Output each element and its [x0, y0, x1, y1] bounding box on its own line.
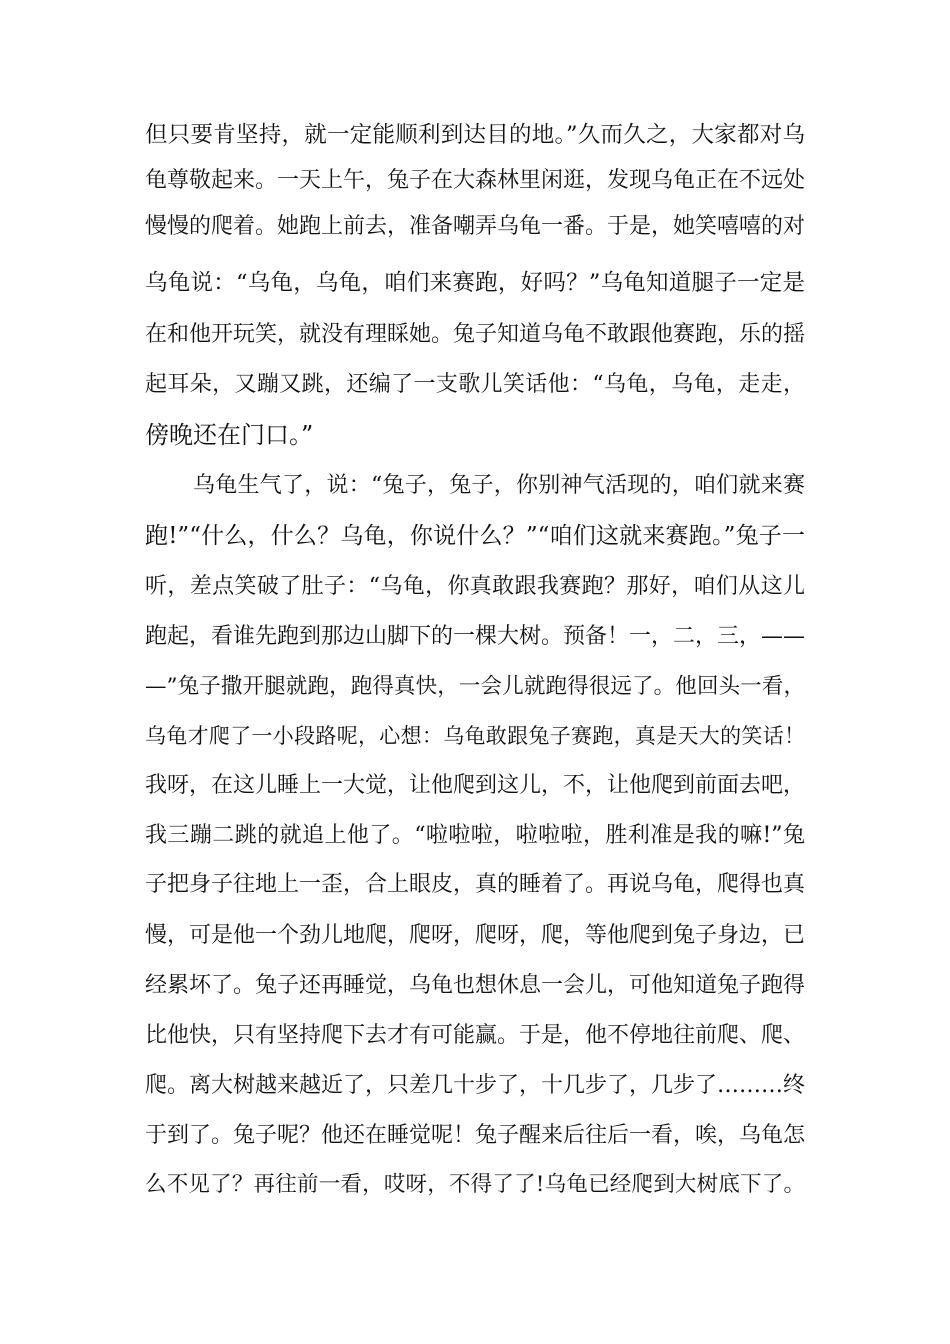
text-line-13: 乌龟才爬了一小段路呢，心想：乌龟敢跟兔子赛跑，真是天大的笑话！ [145, 724, 805, 748]
text-line-19: 比他快，只有坚持爬下去才有可能赢。于是，他不停地往前爬、爬、 [145, 1023, 806, 1048]
text-line-12: —”兔子撒开腿就跑，跑得真快，一会儿就跑得很远了。他回头一看， [145, 674, 805, 699]
text-line-9: 跑!”“什么，什么？乌龟，你说什么？”“咱们这就来赛跑。”兔子一 [145, 523, 805, 549]
text-line-18: 经累坏了。兔子还再睡觉，乌龟也想休息一会儿，可他知道兔子跑得 [145, 973, 806, 998]
text-line-2: 龟尊敬起来。一天上午，兔子在大森林里闲逛，发现乌龟正在不远处 [145, 168, 806, 193]
text-line-7: 傍晚还在门口。” [145, 421, 314, 449]
text-line-10: 听，差点笑破了肚子：“乌龟，你真敢跟我赛跑？那好，咱们从这儿 [145, 574, 805, 599]
text-line-21: 于到了。兔子呢？他还在睡觉呢！兔子醒来后往后一看，唉，乌龟怎 [145, 1123, 806, 1148]
text-line-11: 跑起，看谁先跑到那边山脚下的一棵大树。预备！一，二，三，—— [145, 624, 806, 649]
text-line-3: 慢慢的爬着。她跑上前去，准备嘲弄乌龟一番。于是，她笑嘻嘻的对 [145, 214, 806, 239]
text-line-4: 乌龟说：“乌龟，乌龟，咱们来赛跑，好吗？”乌龟知道腿子一定是 [145, 270, 805, 296]
text-line-6: 起耳朵，又蹦又跳，还编了一支歌儿笑话他：“乌龟，乌龟，走走， [145, 372, 805, 397]
text-line-5: 在和他开玩笑，就没有理睬她。兔子知道乌龟不敢跟他赛跑，乐的摇 [145, 322, 806, 347]
text-line-16: 子把身子往地上一歪，合上眼皮，真的睡着了。再说乌龟，爬得也真 [145, 872, 806, 897]
text-line-1: 但只要肯坚持，就一定能顺利到达目的地。”久而久之，大家都对乌 [145, 122, 805, 148]
text-line-17: 慢，可是他一个劲儿地爬，爬呀，爬呀，爬，等他爬到兔子身边，已 [145, 923, 806, 948]
text-line-22: 么不见了？再往前一看，哎呀，不得了了!乌龟已经爬到大树底下了。 [145, 1172, 805, 1197]
text-line-20: 爬。离大树越来越近了，只差几十步了，十几步了，几步了………终 [145, 1073, 806, 1098]
text-line-15: 我三蹦二跳的就追上他了。“啦啦啦，啦啦啦，胜利准是我的嘛!”兔 [145, 823, 805, 848]
text-line-8: 乌龟生气了，说：“兔子，兔子，你别神气活现的，咱们就来赛 [193, 473, 805, 498]
text-line-14: 我呀，在这儿睡上一大觉，让他爬到这儿，不，让他爬到前面去吧， [145, 773, 806, 798]
